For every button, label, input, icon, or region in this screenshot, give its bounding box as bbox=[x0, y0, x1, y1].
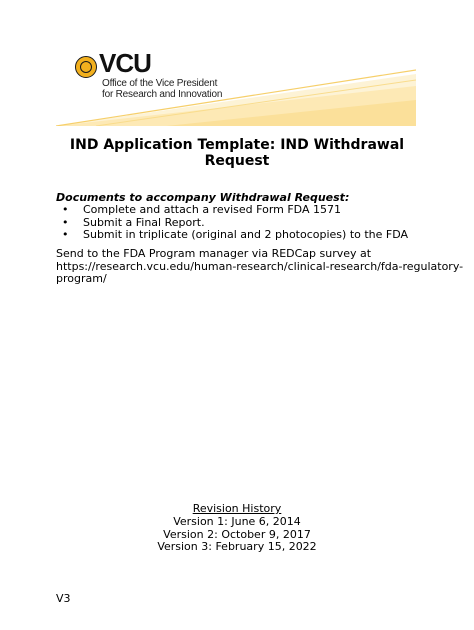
revision-history-heading: Revision History bbox=[192, 502, 282, 515]
bullet-icon: • bbox=[62, 203, 69, 216]
documents-heading: Documents to accompany Withdrawal Request: bbox=[56, 191, 350, 204]
bullet-icon: • bbox=[62, 228, 69, 241]
vcu-logo bbox=[75, 48, 275, 100]
list-item-text: Complete and attach a revised Form FDA 1571 bbox=[83, 203, 341, 216]
bullet-icon: • bbox=[62, 215, 69, 229]
documents-list bbox=[56, 204, 408, 242]
instructions-line1: Send to the FDA Program manager via REDCap survey at bbox=[56, 247, 372, 260]
document-title-line2: Request bbox=[204, 153, 270, 169]
list-item-text: Submit in triplicate (original and 2 photocopies) to the FDA bbox=[83, 228, 409, 241]
redcap-url-line2[interactable]: program/ bbox=[56, 272, 107, 285]
revision-entry: Version 3: February 15, 2022 bbox=[157, 540, 317, 553]
document-title-line1: IND Application Template: IND Withdrawal bbox=[69, 137, 405, 153]
revision-entry: Version 2: October 9, 2017 bbox=[163, 527, 311, 541]
office-name-line1: Office of the Vice President bbox=[102, 78, 218, 89]
footer-version: V3 bbox=[56, 592, 71, 605]
revision-entry: Version 1: June 6, 2014 bbox=[173, 515, 301, 528]
list-item bbox=[56, 229, 408, 242]
list-item-text: Submit a Final Report. bbox=[83, 215, 205, 229]
office-name-line2: for Research and Innovation bbox=[102, 89, 223, 100]
logo-wordmark: VCU bbox=[99, 48, 151, 78]
vcu-seal-icon bbox=[75, 56, 97, 78]
redcap-url-line1[interactable]: https://research.vcu.edu/human-research/clinical-research/fda-regulatory- bbox=[56, 259, 464, 273]
